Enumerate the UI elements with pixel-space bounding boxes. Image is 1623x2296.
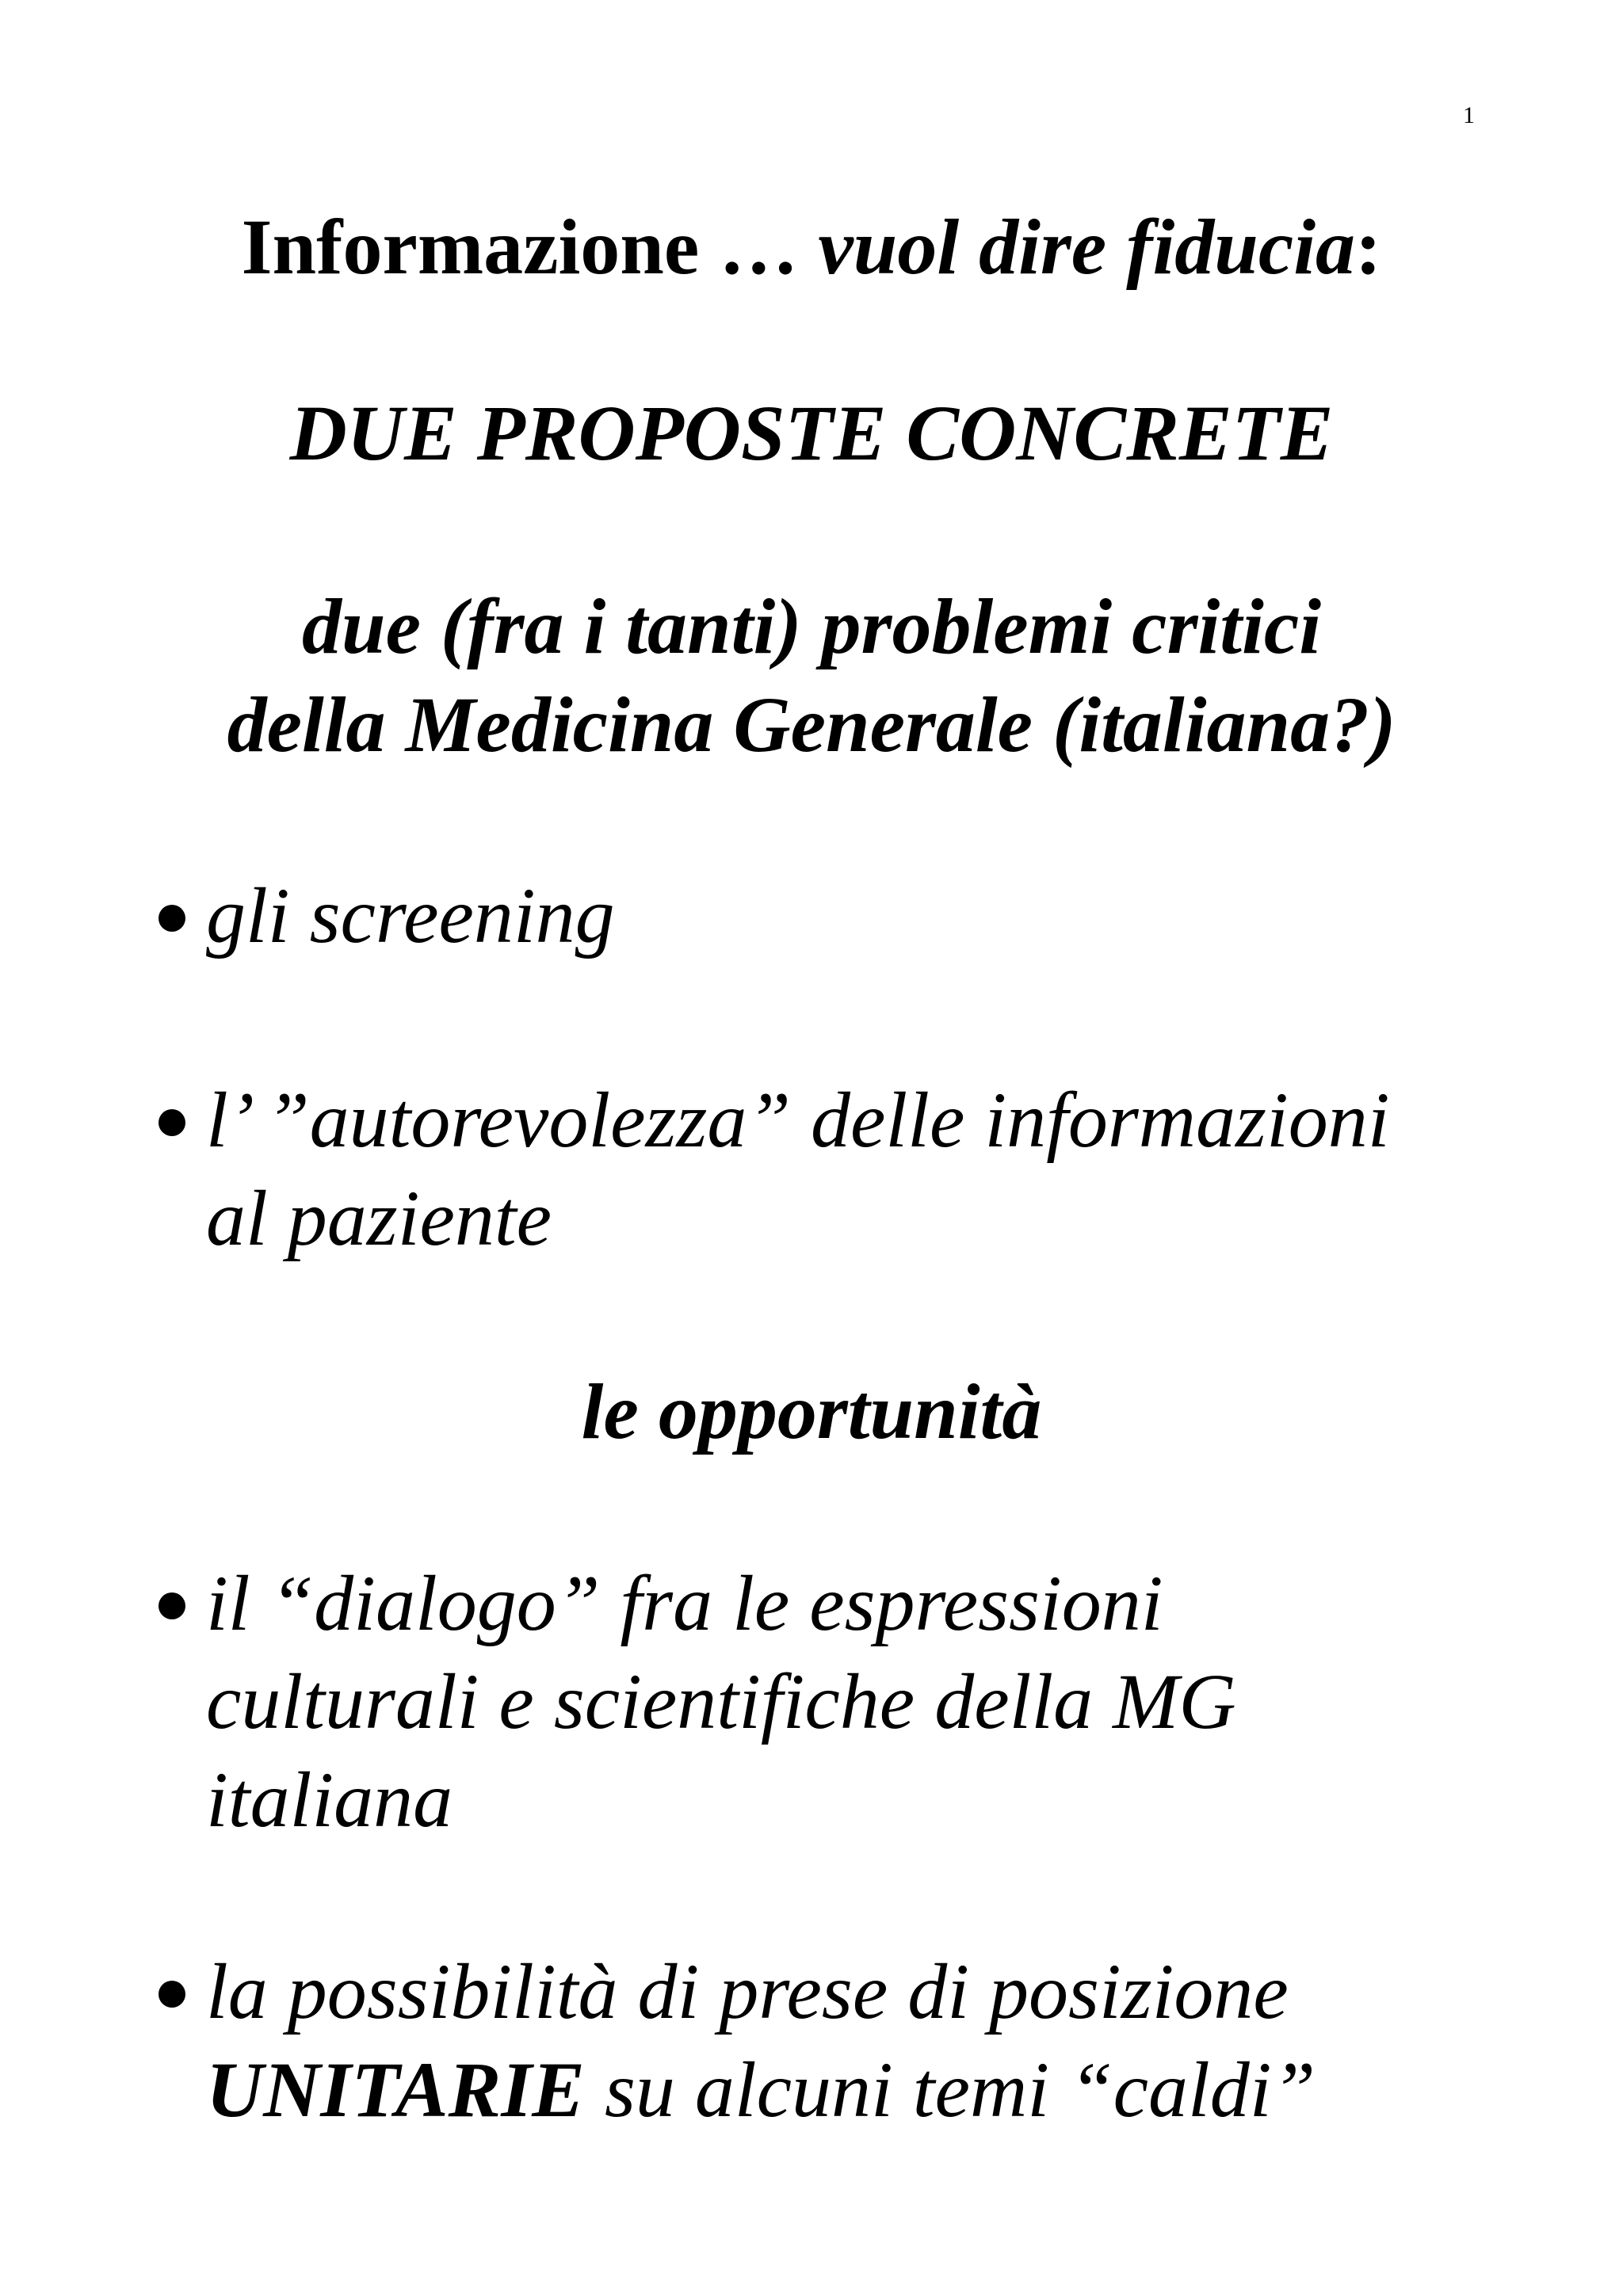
bullet-icon [158,1109,185,1136]
title-trail: : [1355,203,1382,291]
list-item-line: gli screening [206,871,615,959]
bullet-icon [158,1981,185,2008]
bullet-icon [158,905,185,932]
list-item-line: culturali e scientifiche della MG [206,1657,1236,1745]
problems-heading [0,578,1623,774]
title-italic: vuol dire fiducia [818,203,1356,291]
emphasis-unitarie: UNITARIE [206,2046,585,2134]
list-item-line: il “dialogo” fra le espressioni [206,1559,1163,1647]
problems-heading-line: della Medicina Generale (italiana?) [227,681,1396,769]
list-item-line-rest: su alcuni temi “caldi” [584,2046,1316,2134]
page-title [0,200,1623,295]
bullet-icon [158,1592,185,1619]
list-item-line [206,2041,1316,2139]
page-number: 1 [1463,102,1475,128]
list-item-line: la possibilità di prese di posizione [206,1947,1289,2035]
list-item-line: italiana [206,1756,453,1844]
page-subtitle: DUE PROPOSTE CONCRETE [289,389,1334,477]
title-lead: Informazione … [241,203,819,291]
list-item-line: al paziente [206,1174,552,1262]
problems-heading-line: due (fra i tanti) problemi critici [301,582,1322,670]
list-item-line: l’ ”autorevolezza” delle informazioni [206,1076,1390,1164]
opportunities-heading: le opportunità [581,1367,1042,1455]
